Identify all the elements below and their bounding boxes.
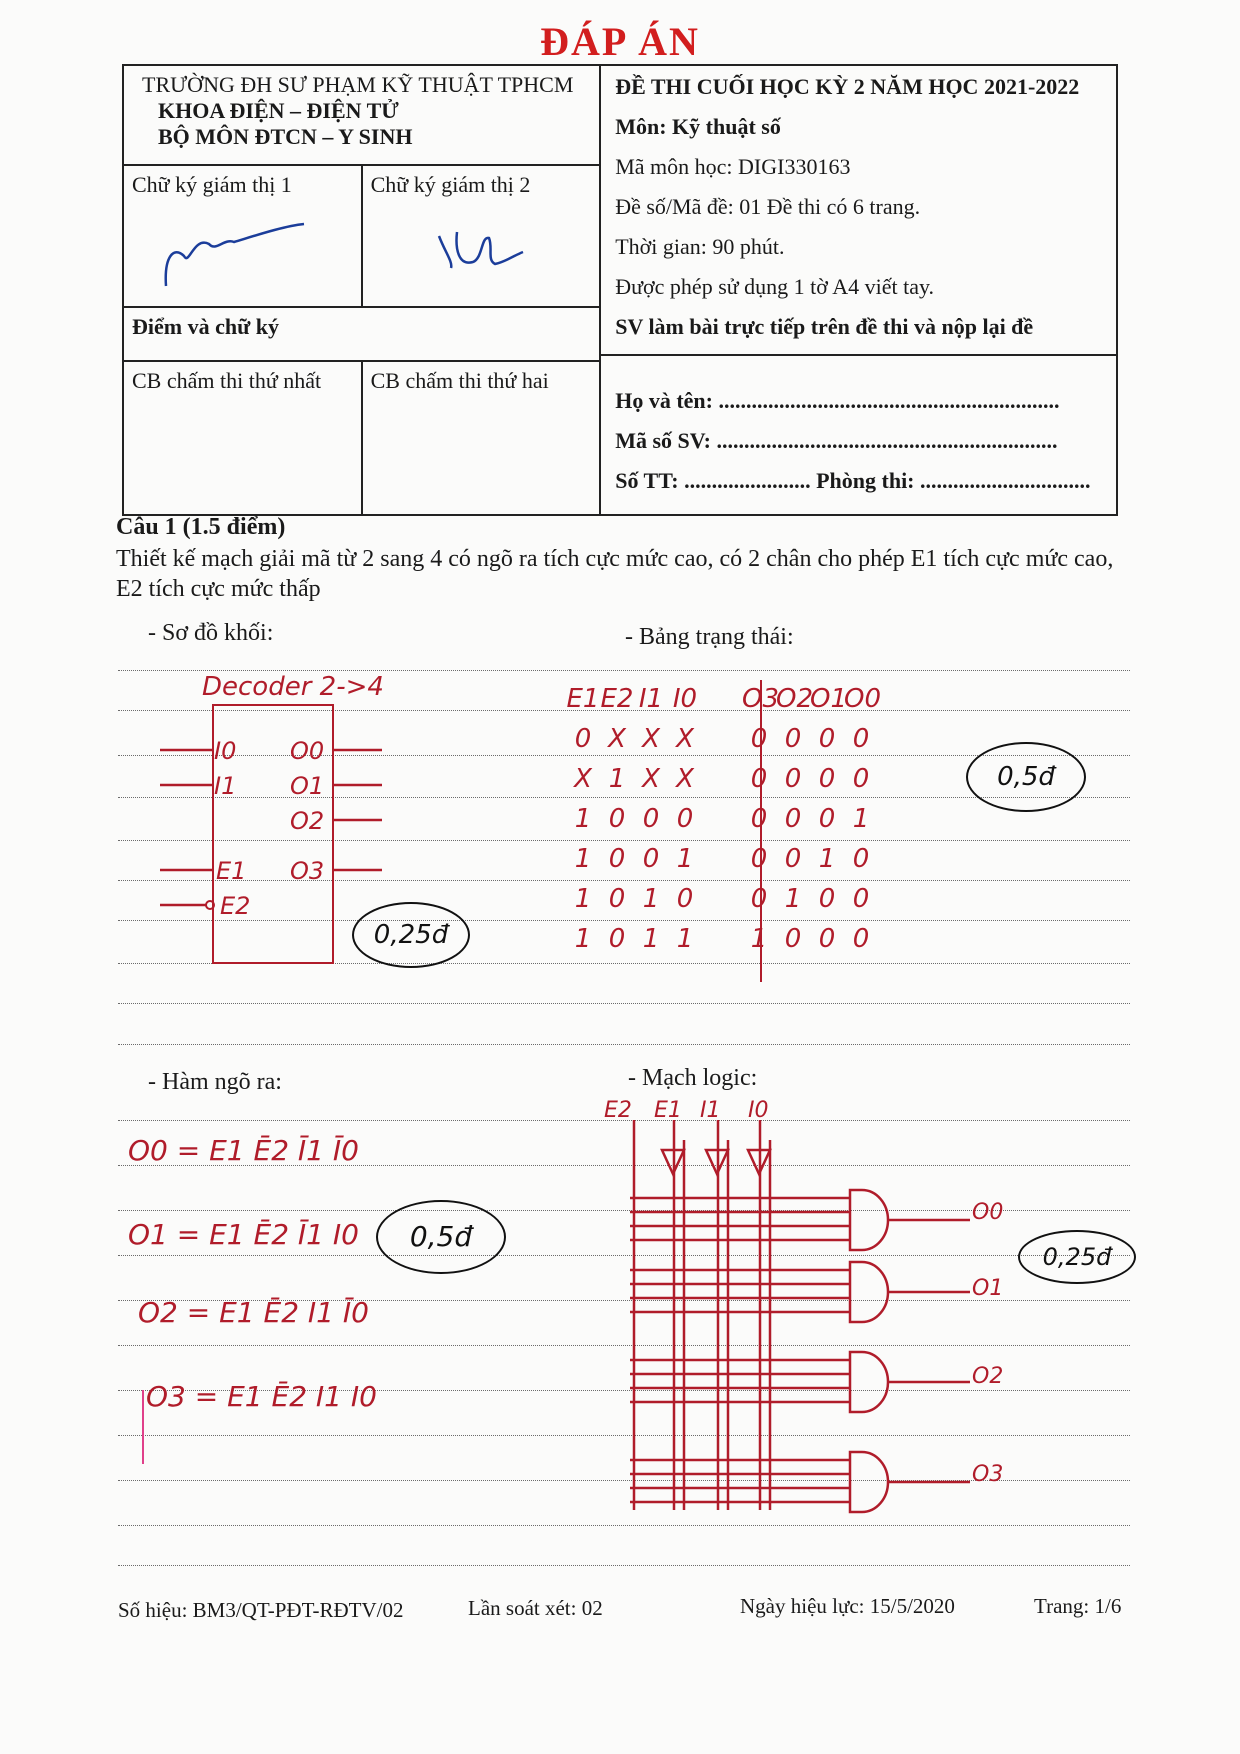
truth-table-cell: 0: [818, 764, 836, 794]
truth-table-divider: [760, 680, 762, 982]
truth-table-cell: 0: [784, 724, 802, 754]
proctor2-label: Chữ ký giám thị 2: [370, 172, 531, 197]
school-name: TRƯỜNG ĐH SƯ PHẠM KỸ THUẬT TPHCM: [142, 72, 574, 97]
truth-table-cell: 1: [574, 924, 592, 954]
score-note-table: 0,5đ: [966, 742, 1086, 812]
score-sign-cell: [123, 307, 600, 361]
pin-i1: I1: [214, 772, 237, 800]
score-note-circuit: 0,25đ: [1018, 1230, 1136, 1284]
pin-o0: O0: [290, 737, 325, 765]
writing-line: [118, 1003, 1130, 1004]
truth-table-row: [566, 764, 878, 794]
truth-table-cell: 0: [852, 764, 870, 794]
score-sign-label: Điểm và chữ ký: [132, 313, 280, 339]
student-id-field: Mã số SV: ..............................................................: [615, 428, 1058, 453]
exam-instruction: SV làm bài trực tiếp trên đề thi và nộp lại đề: [615, 314, 1034, 339]
truth-table-cell: 1: [750, 924, 768, 954]
truth-table-header-cell: O0: [844, 684, 882, 714]
circuit-input-e2: E2: [604, 1098, 632, 1123]
truth-table-cell: 0: [642, 804, 660, 834]
state-table-label: - Bảng trạng thái:: [625, 624, 794, 650]
truth-table-cell: 0: [608, 884, 626, 914]
truth-table-cell: X: [676, 724, 694, 754]
truth-table-cell: X: [642, 724, 660, 754]
truth-table-cell: 0: [852, 724, 870, 754]
circuit-input-i0: I0: [748, 1098, 769, 1123]
truth-table-cell: 1: [818, 844, 836, 874]
course-code: Mã môn học: DIGI330163: [615, 154, 851, 179]
order-room-field: Số TT: ....................... Phòng thi: ...............................: [615, 468, 1091, 493]
pink-mark: [142, 1390, 188, 1464]
truth-table-cell: 0: [676, 804, 694, 834]
circuit-input-i1: I1: [700, 1098, 721, 1123]
truth-table-cell: 0: [818, 724, 836, 754]
block-diagram-label: - Sơ đồ khối:: [148, 620, 274, 646]
question1-title: Câu 1 (1.5 điểm): [116, 514, 286, 540]
exam-header-table: [122, 64, 1118, 516]
truth-table-cell: 0: [852, 844, 870, 874]
truth-table-header-cell: I0: [672, 684, 698, 714]
question1-text: Thiết kế mạch giải mã từ 2 sang 4 có ngõ ra tích cực mức cao, có 2 chân cho phép E1 tích cực mức cao, E2 tích cực mức thấp: [116, 546, 1114, 602]
truth-table-cell: 1: [784, 884, 802, 914]
equation-o3: O3 = E1 Ē2 I1 I0: [146, 1380, 377, 1413]
truth-table-cell: X: [608, 724, 626, 754]
truth-table-cell: 0: [608, 804, 626, 834]
truth-table-cell: 1: [574, 884, 592, 914]
truth-table-cell: 0: [750, 804, 768, 834]
truth-table: [566, 684, 882, 954]
grader2-label: CB chấm thi thứ hai: [370, 367, 549, 393]
truth-table-cell: 0: [852, 884, 870, 914]
truth-table-header-cell: O1: [810, 684, 848, 714]
truth-table-cell: 1: [642, 924, 660, 954]
proctor1-cell: [123, 165, 362, 307]
writing-line: [118, 1565, 1130, 1566]
truth-table-cell: 0: [818, 924, 836, 954]
truth-table-header-cell: E2: [600, 684, 634, 714]
truth-table-cell: 0: [852, 924, 870, 954]
truth-table-row: [566, 844, 878, 874]
footer-doc-number: Số hiệu: BM3/QT-PĐT-RĐTV/02: [118, 1598, 404, 1622]
equation-o2: O2 = E1 Ē2 I1 Ī0: [138, 1296, 369, 1329]
grader2-cell: [362, 361, 601, 515]
footer-effective-date: Ngày hiệu lực: 15/5/2020: [740, 1594, 955, 1618]
truth-table-cell: X: [676, 764, 694, 794]
truth-table-body: [566, 724, 878, 954]
pin-o3: O3: [290, 857, 325, 885]
pin-e1: E1: [216, 857, 247, 885]
truth-table-row: [566, 924, 878, 954]
truth-table-header-cell: O2: [776, 684, 814, 714]
school-info: [123, 65, 600, 165]
subject: Môn: Kỹ thuật số: [615, 114, 781, 139]
truth-table-row: [566, 804, 878, 834]
truth-table-cell: 0: [574, 724, 592, 754]
writing-line: [118, 1044, 1130, 1045]
truth-table-row: [566, 884, 878, 914]
grader1-cell: [123, 361, 362, 515]
circuit-output-o3: O3: [972, 1462, 1004, 1487]
proctor2-signature: [433, 222, 533, 282]
proctor1-signature: [154, 216, 314, 296]
exam-number: Đề số/Mã đề: 01 Đề thi có 6 trang.: [615, 194, 921, 219]
truth-table-cell: 0: [750, 884, 768, 914]
equation-o0: O0 = E1 Ē2 Ī1 Ī0: [128, 1134, 359, 1167]
truth-table-header-cell: O3: [742, 684, 780, 714]
truth-table-cell: 1: [676, 924, 694, 954]
truth-table-cell: 0: [608, 844, 626, 874]
proctor2-cell: [362, 165, 601, 307]
proctor1-label: Chữ ký giám thị 1: [132, 172, 292, 197]
truth-table-cell: 0: [750, 764, 768, 794]
circuit-output-o2: O2: [972, 1364, 1004, 1389]
truth-table-cell: 0: [818, 804, 836, 834]
footer-page: Trang: 1/6: [1034, 1594, 1122, 1618]
truth-table-cell: 0: [784, 924, 802, 954]
allowed-materials: Được phép sử dụng 1 tờ A4 viết tay.: [615, 274, 935, 299]
truth-table-cell: 1: [852, 804, 870, 834]
pin-i0: I0: [214, 737, 237, 765]
truth-table-row: [566, 724, 878, 754]
score-note-block: 0,25đ: [352, 902, 470, 968]
output-function-label: - Hàm ngõ ra:: [148, 1069, 282, 1095]
score-note-equations: 0,5đ: [376, 1200, 506, 1274]
truth-table-header-cell: E1: [566, 684, 600, 714]
truth-table-cell: 1: [676, 844, 694, 874]
truth-table-cell: 0: [784, 764, 802, 794]
truth-table-cell: 0: [784, 844, 802, 874]
truth-table-cell: 0: [750, 724, 768, 754]
truth-table-cell: 0: [642, 844, 660, 874]
truth-table-cell: 0: [608, 924, 626, 954]
circuit-input-e1: E1: [654, 1098, 682, 1123]
decoder-name: Decoder 2->4: [202, 672, 384, 702]
truth-table-cell: 0: [750, 844, 768, 874]
pin-e2: E2: [220, 892, 251, 920]
pin-o2: O2: [290, 807, 325, 835]
truth-table-cell: X: [574, 764, 592, 794]
circuit-output-o1: O1: [972, 1276, 1004, 1301]
pin-o1: O1: [290, 772, 325, 800]
circuit-output-o0: O0: [972, 1200, 1004, 1225]
truth-table-cell: 0: [784, 804, 802, 834]
exam-title: ĐỀ THI CUỐI HỌC KỲ 2 NĂM HỌC 2021-2022: [615, 74, 1080, 99]
exam-info: [600, 65, 1117, 515]
truth-table-cell: 0: [818, 884, 836, 914]
writing-line: [118, 670, 1130, 671]
exam-duration: Thời gian: 90 phút.: [615, 234, 785, 259]
department-name: BỘ MÔN ĐTCN – Y SINH: [158, 124, 413, 149]
truth-table-cell: X: [642, 764, 660, 794]
answer-key-title: ĐÁP ÁN: [540, 19, 700, 64]
faculty-name: KHOA ĐIỆN – ĐIỆN TỬ: [158, 98, 399, 123]
truth-table-cell: 0: [676, 884, 694, 914]
truth-table-cell: 1: [574, 844, 592, 874]
logic-circuit-diagram: [600, 1110, 980, 1530]
logic-circuit-label: - Mạch logic:: [628, 1065, 758, 1091]
name-field: Họ và tên: ..............................................................: [615, 388, 1060, 413]
truth-table-cell: 1: [608, 764, 626, 794]
grader1-label: CB chấm thi thứ nhất: [132, 367, 322, 393]
truth-table-cell: 1: [642, 884, 660, 914]
footer-review: Lần soát xét: 02: [468, 1596, 603, 1620]
truth-table-cell: 1: [574, 804, 592, 834]
truth-table-header-cell: I1: [638, 684, 664, 714]
equation-o1: O1 = E1 Ē2 Ī1 I0: [128, 1218, 359, 1251]
truth-table-header: [566, 684, 882, 714]
